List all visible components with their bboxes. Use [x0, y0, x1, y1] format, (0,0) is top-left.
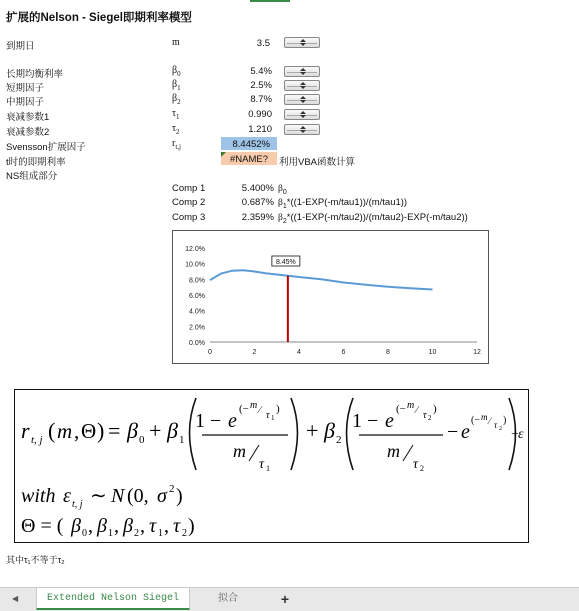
svg-text:σ: σ	[157, 485, 167, 507]
add-sheet-button[interactable]: +	[280, 591, 290, 607]
tab-scroll-left-icon[interactable]: ◀	[12, 594, 19, 603]
svg-text:τ: τ	[423, 410, 427, 421]
param-value[interactable]: 0.990	[248, 109, 272, 120]
y-tick-label: 10.0%	[185, 261, 205, 269]
svg-text:2: 2	[134, 528, 139, 539]
param-symbol: $\tau_1$	[172, 108, 180, 121]
param-spinner[interactable]	[284, 66, 320, 77]
ns-components-label: NS组成部分	[6, 171, 58, 182]
svg-text:1: 1	[179, 434, 185, 446]
svg-text:ε: ε	[518, 427, 524, 442]
svg-text:m: m	[407, 400, 415, 411]
x-tick-label: 8	[386, 349, 390, 356]
svg-text:0: 0	[82, 528, 87, 539]
svg-text:1: 1	[158, 528, 163, 539]
svg-text:τ: τ	[259, 457, 265, 472]
spot-value[interactable]: #NAME?	[230, 154, 269, 165]
component-label: Comp 3	[172, 212, 206, 223]
svg-text:+: +	[511, 427, 519, 442]
svg-text:e: e	[228, 410, 237, 432]
param-symbol: $\beta_2$	[172, 93, 181, 106]
yield-curve-line	[210, 270, 433, 289]
svg-text:1 −: 1 −	[195, 410, 222, 432]
formula-box	[14, 389, 529, 543]
svg-text:): )	[188, 515, 195, 537]
chart-svg	[173, 231, 490, 365]
svg-text:): )	[176, 485, 183, 507]
svg-text:m: m	[387, 441, 400, 461]
svg-text:(−: (−	[396, 403, 406, 415]
svensson-value[interactable]: 8.4452%	[232, 139, 270, 150]
svg-text:,: ,	[140, 515, 145, 537]
svg-text:τ: τ	[173, 515, 181, 537]
svg-text:2: 2	[499, 426, 502, 432]
svg-text:): )	[503, 415, 507, 426]
svg-text:): )	[276, 403, 280, 415]
svg-text:(0,: (0,	[127, 485, 149, 507]
svg-text:β: β	[167, 418, 178, 443]
svg-text:m: m	[481, 412, 488, 422]
param-symbol: $\beta_1$	[172, 79, 181, 92]
x-tick-label: 2	[252, 349, 257, 356]
svg-text:,: ,	[114, 515, 119, 537]
y-tick-label: 4.0%	[189, 308, 205, 316]
svg-text:1: 1	[108, 528, 113, 539]
component-label: Comp 2	[172, 197, 206, 208]
x-tick-label: 10	[428, 349, 437, 356]
svg-text:t, j: t, j	[72, 499, 83, 510]
svg-text:2: 2	[428, 414, 432, 422]
component-value[interactable]: 0.687%	[241, 197, 274, 208]
svg-text:m: m	[57, 419, 73, 443]
param-value[interactable]: 8.7%	[250, 94, 272, 105]
tab-extended-nelson-siegel[interactable]: Extended Nelson Siegel	[36, 588, 190, 610]
param-label: 短期因子	[6, 83, 45, 94]
component-formula: $\beta_0$	[278, 184, 287, 196]
svg-text:1: 1	[271, 414, 275, 422]
svg-text:+: +	[149, 418, 162, 443]
spot-note: 利用VBA函数计算	[279, 157, 356, 168]
x-tick-label: 0	[208, 349, 212, 356]
x-tick-label: 12	[473, 349, 481, 356]
svg-text:N: N	[111, 485, 125, 507]
x-tick-label: 4	[297, 349, 301, 356]
sheet-tab-bar	[0, 587, 579, 611]
maturity-label: 到期日	[6, 41, 35, 52]
param-symbol: $\tau_2$	[172, 123, 180, 136]
active-column-indicator	[250, 0, 290, 2]
svg-text:τ: τ	[149, 515, 157, 537]
tab-fitting[interactable]: 拟合	[218, 593, 238, 604]
param-spinner[interactable]	[284, 80, 320, 91]
component-value[interactable]: 5.400%	[241, 183, 274, 194]
y-tick-label: 12.0%	[185, 246, 205, 253]
svg-text:β: β	[71, 515, 81, 537]
error-indicator-icon	[221, 152, 226, 157]
svg-text:+: +	[306, 418, 319, 443]
svg-text:2: 2	[420, 464, 424, 473]
svg-text:e: e	[385, 410, 394, 432]
param-value[interactable]: 1.210	[248, 124, 272, 135]
y-tick-label: 0.0%	[189, 340, 205, 347]
marker-label: 8.45%	[275, 259, 296, 266]
param-label: 长期均衡利率	[6, 69, 64, 80]
maturity-symbol: m	[172, 37, 180, 48]
svg-text:e: e	[461, 421, 470, 443]
svg-text:,: ,	[74, 419, 80, 443]
svg-text:β: β	[127, 418, 138, 443]
param-symbol: $\beta_0$	[172, 65, 181, 78]
svg-text:(−: (−	[239, 403, 249, 415]
param-label: 衰减参数1	[6, 112, 50, 123]
maturity-spinner[interactable]	[284, 37, 320, 48]
param-label: 衰减参数2	[6, 127, 50, 138]
maturity-value[interactable]: 3.5	[256, 38, 270, 49]
svensson-label: Svensson扩展因子	[6, 142, 86, 153]
svg-text:0: 0	[139, 434, 145, 446]
y-tick-label: 8.0%	[189, 277, 205, 285]
svg-text:τ: τ	[494, 420, 498, 430]
svg-text:2: 2	[182, 528, 187, 539]
svg-text:1: 1	[266, 464, 270, 473]
svg-text:⁄: ⁄	[489, 416, 491, 426]
svensson-symbol: $r_{t,j}$	[172, 138, 181, 151]
svg-text:,: ,	[164, 515, 169, 537]
component-formula: $\beta_1*((1-EXP(-m/tau1))/(m/tau1))$	[278, 197, 408, 210]
footnote: 其中τ₁不等于τ₂	[6, 555, 65, 565]
svg-text:−: −	[447, 421, 459, 443]
svg-text:(: (	[48, 418, 56, 443]
component-formula: $\beta_2*((1-EXP(-m/tau2))/(m/tau2)-EXP(-m/tau2))$	[278, 212, 468, 225]
x-tick-label: 6	[341, 349, 346, 356]
svg-text:ε: ε	[63, 485, 71, 507]
y-tick-label: 2.0%	[189, 324, 205, 332]
param-value[interactable]: 5.4%	[250, 66, 272, 77]
param-label: 中期因子	[6, 97, 45, 108]
param-value[interactable]: 2.5%	[250, 80, 272, 91]
svg-text:β: β	[324, 418, 335, 443]
svg-text:,: ,	[88, 515, 93, 537]
svg-text:⁄: ⁄	[259, 405, 261, 416]
svg-text:m: m	[250, 400, 258, 411]
sheet-title: 扩展的Nelson - Siegel即期利率模型	[6, 12, 192, 24]
svg-text:Θ = (: Θ = (	[21, 515, 64, 537]
svg-text:∼: ∼	[90, 485, 107, 507]
svg-text:r: r	[21, 418, 30, 443]
spot-label: t时的即期利率	[6, 157, 66, 168]
svg-text:m: m	[233, 441, 246, 461]
svg-text:⁄: ⁄	[416, 405, 418, 416]
svg-text:τ: τ	[266, 410, 270, 421]
svg-text:with: with	[21, 485, 56, 507]
svg-text:Θ: Θ	[81, 419, 97, 443]
param-spinner[interactable]	[284, 94, 320, 105]
svg-text:2: 2	[169, 483, 175, 495]
svg-text:=: =	[108, 418, 121, 443]
formula-svg	[15, 390, 528, 542]
y-tick-label: 6.0%	[189, 293, 205, 300]
yield-curve-chart[interactable]	[172, 230, 489, 364]
svg-text:(−: (−	[471, 415, 480, 426]
svg-text:β: β	[97, 515, 107, 537]
svg-text:τ: τ	[413, 457, 419, 472]
svg-text:): )	[433, 403, 437, 415]
component-label: Comp 1	[172, 183, 206, 194]
component-value[interactable]: 2.359%	[241, 212, 274, 223]
svg-text:2: 2	[336, 434, 342, 446]
svg-text:β: β	[123, 515, 133, 537]
svg-text:1 −: 1 −	[352, 410, 379, 432]
param-spinner[interactable]	[284, 109, 320, 120]
svg-text:t, j: t, j	[31, 434, 43, 446]
param-spinner[interactable]	[284, 124, 320, 135]
svg-text:): )	[97, 418, 105, 443]
